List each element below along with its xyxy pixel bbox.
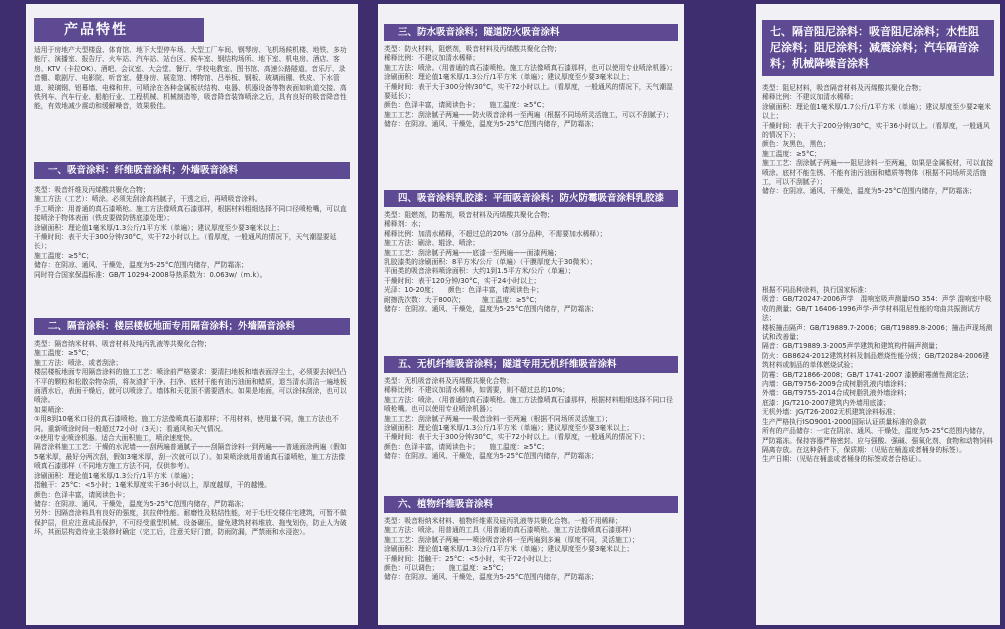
text-line: 外墙：GB/T9755-2014合成树脂乳液外墙涂料； [762,389,911,398]
text-line: 储存：在阴凉、通风、干燥处，温度为5-25°C范围内储存，严防霜冻； [34,499,248,508]
text-line: 储存：在阴凉、通风、干燥处，温度为5-25°C范围内储存，严防霜冻； [34,261,248,270]
text-line: 颜色：可以调色； 施工温度：≥5°C； [384,564,508,573]
text-line: 涂刷面积：理论值1毫米厚/1.3公斤/1平方米（单遍）；建议厚度至少要3毫米以上； [384,424,634,433]
text-line: 平面类的吸音涂料喷涂面积：大约1到1.5平方米/公斤（单遍）； [384,267,575,276]
text-line: 手工喷涂：用普通的真石漆喷枪。施工方法像喷真石漆那样，根据材料粗细选择不同口径喷枪嘴，可以直接喷涂于物体表面（铁皮要做防锈底漆处理）； [34,204,347,223]
text-line: 楼板撞击隔声：GB/T19889.7-2006；GB/T19889.8-2006；撞击声现场测试和改善量； [762,323,993,342]
section-2-title: 二、隔音涂料：楼层楼板地面专用隔音涂料；外墙隔音涂料 [34,318,350,335]
section-7-title: 七、隔音阻尼涂料：吸音阻尼涂料；水性阻尼涂料；阻尼涂料；减震涂料；汽车隔音涂料；机械降噪音涂料 [762,20,994,76]
text-line: 涂刷面积：理论值1毫米厚/1.3公斤/1平方米（单遍）；建议厚度至少要3毫米以上； [384,545,634,554]
text-line: 施工温度：≥5°C； [34,349,93,358]
text-line: 储存：在阴凉、通风、干燥处，温度为5-25°C范围内储存，严防霜冻； [384,305,598,314]
intro-section [34,18,350,112]
section-3-title: 三、防水吸音涂料；隧道防火吸音涂料 [384,24,678,41]
section-5 [384,356,678,462]
section-2 [34,318,350,538]
text-line: 干燥时间：表干120分钟/30°C，实干24小时以上； [384,276,541,285]
text-line: 颜色：色泽丰富，请阅读色卡； [34,490,130,499]
column-right [756,4,1000,625]
text-line: 干燥时间：表干大于200分钟/30°C，实干36小时以上。（看厚度，一般通风的情况下）； [762,121,990,140]
section-4-body [384,211,678,314]
text-line: 指触干：25°C：<5小时；1毫米厚度实干36小时以上，厚度越厚，干的越慢。 [34,481,271,490]
text-line: 无机外墙：JG/T26-2002无机建筑涂料标准； [762,408,900,417]
section-2-body [34,340,350,538]
intro-title: 产品特性 [34,18,204,42]
text-line: ②使用专业喷涂机器。适合大面积施工，喷涂速度快。 [34,434,197,443]
section-4-title: 四、吸音涂料乳胶漆：平面吸音涂料；防火防霉吸音涂料乳胶漆 [384,190,678,207]
text-line: 施工方法：喷涂。（用普通的真石漆喷枪。施工方法像喷真石漆那样，也可以使用专业喷涂机器）； [384,63,677,72]
text-line: 施工温度：≥5°C； [762,149,821,158]
text-line: 施工温度：≥5°C； [34,251,93,260]
section-5-body [384,377,678,462]
text-line: 隔音涂料施工工艺：干燥的水泥墙——刮两遍普通腻子——刮隔音涂料一到两遍——普通面涂两遍（假如5毫米厚，最好分两次刮，假如3毫米厚，刮一次就可以了）。如果喷涂就用普通真石漆喷枪，施工方法像喷真石漆那样（不同地方施工方法不同，仅供参考）。 [34,443,347,471]
text-line: 稀释比例：加清水稀释，不超过总的20%（部分品种，不需要加水稀释）； [384,229,607,238]
text-line: 类型：阻燃剂，防霉剂，吸音材料及丙烯酸共聚化合物； [384,211,554,219]
text-line: 根据不同品种涂料，执行国家标准： [762,286,871,294]
text-line: 储存：在阴凉、通风、干燥处，温度为5-25°C范围内储存，严防霜冻； [384,452,598,461]
text-line: 施工方法（工艺）：喷涂。必须先刮涂高档腻子，干透之后，再喷吸音涂料。 [34,195,262,204]
standards-section [762,286,994,465]
text-line: 稀释剂：水； [384,220,425,229]
section-3-body [384,45,678,130]
section-7-body [762,84,994,197]
text-line: 内墙：GB/T9756-2009合成树脂乳液内墙涂料； [762,380,911,389]
section-1-body [34,186,350,280]
text-line: 防火：GB8624-2012建筑材料及制品燃烧性能分级；GB/T20284-2006建筑材料或制品的单体燃烧试验； [762,351,990,370]
text-line: 防霉：GB/T21866-2008；GB/T 1741-2007 漆膜耐霉菌性测定法； [762,370,973,379]
text-line: 隔音：GB/T19889.3-2005声学建筑和建筑构件隔声测量； [762,342,942,351]
section-3 [384,24,678,130]
section-1 [34,162,350,280]
intro-text: 适用于房地产大型楼盘、体育馆、地下大型停车场、大型工厂车间、钢琴房、飞机场候机楼、地铁、多功能厅、演播室、报告厅、火车站、汽车站、站台区、候车室、钢结构场所、地下室、机电房、酒店、客房、KTV（卡拉OK）、酒吧、会议室、大会堂、餐厅、学校电教室、图书馆、高速公路隧道、音乐厅、录音棚、歌剧厅、电影院、听音室、健身房、展览馆、博物馆、吕举板、钢板、玻璃雨棚、铁皮、下水管道、玻璃钢、铝幕墙、电梯和井、可喷涂在各种金属板状结构、电器、机器设备等物表面如轨道交接、高铁列车、汽车行业、船舶行业、工程机械、机械制造等，吸音降音装饰喷涂之后，具有良好的吸音降音性能，有效地减少震动和缓解噪音，效果极佳。 [34,46,347,111]
text-line: 颜色：色泽丰富，请阅读色卡； 施工温度：≥5°C； [384,101,549,110]
text-line: 施工工艺：刮涂腻子两遍——防火吸音涂料一至两遍（根据不同场所灵活施工，可以不刮腻子）； [384,110,673,119]
section-6-title: 六、植物纤维吸音涂料 [384,496,678,513]
standards-body [762,286,994,465]
text-line: 楼层楼板地面专用隔音涂料的施工工艺：喷涂前严格要求：要清扫地板和墙表面浮尘土，必须要去掉凹凸不平的颗粒和松散杂物杂质，将灰渣扩干净、扫净、底材干能有油污油面和蜡质，退当清水清洁一遍地板面洒水后，表面干燥后，就可以喷涂了。墙体和天花顶不需要洒水。如果是地面，可以涂抹刮涂，也可以喷涂。 [34,368,347,405]
text-line: 生产日期：（见贴在桶盖或者桶身的标签或者合格证）。 [762,455,926,464]
text-line: 类型：无机吸音涂料及丙烯酸共聚化合物； [384,377,514,385]
text-line: 施工工艺：刮涂腻子两遍——底漆一至两遍——面漆两遍； [384,248,561,257]
text-line: 干燥时间：表干大于300分钟/30°C，实干72小时以上。（看厚度，一般通风的情况下，天气潮湿要延长）； [34,233,337,251]
text-line: 储存：在阴凉、通风、干燥处，温度为5-25°C范围内储存，严防霜冻； [762,187,976,196]
text-line: 另外：因隔音涂料具有良好的强度，抗拉伸性能、耐磨性及粘结性能，对于毛坯交楼住宅建筑，可暂不做保护层，但应注意成品保护，不可经受重型机械、设备碾压，避免建筑材料堆放、拖曳划伤，防止人为破坏，其面层构造待业主装修时确定（完工后，注意关好门窗，防雨防漏，严禁雨和水浸泡）。 [34,509,347,537]
text-line: 干燥时间：指触干：25°C：<5小时，实干72小时以上； [384,554,556,563]
text-line: 底漆：JG/T210-2007建筑内外墙用底漆； [762,398,890,407]
text-line: 颜色：色泽丰富，请阅读色卡； 施工温度：≥5°C； [384,442,549,451]
text-line: 颜色：灰黑色，黑色； [762,140,830,149]
text-line: 同时符合国家保温标准：GB/T 10294-2008导热系数为：0.063w/（m.k）。 [34,270,267,279]
text-line: 稀释比例：不建议加清水稀释； [384,54,480,63]
text-line: 类型：吸音粉纳米材料、植物纤维素及硅丙乳液等共聚化合物。一般不用稀释； [384,517,622,525]
section-7 [762,20,994,197]
text-line: 稀释比例：不建议加清水稀释，如需要，则不超过总的10%； [384,386,570,395]
text-line: 类型：隔音纳米材料、吸音材料及纯丙乳液等共聚化合物； [34,340,211,348]
text-line: 如果喷涂： [34,405,68,414]
text-line: 储存：在阴凉、通风、干燥处，温度为5-25°C范围内储存，严防霜冻； [384,120,598,129]
column-middle [378,4,684,625]
section-1-title: 一、吸音涂料：纤维吸音涂料；外墙吸音涂料 [34,162,350,179]
text-line: 干燥时间：表干大于300分钟/30°C，实干72小时以上。（看厚度，一般通风的情况下）； [384,433,649,442]
column-left [26,4,358,625]
text-line: 乳胶漆类的涂刷面积：8平方米/公斤（单遍）（干膜厚度大于30微米）； [384,258,597,267]
text-line: 施工工艺：刮涂腻子两遍——喷涂吸音涂料一至两遍到多遍（厚度不同，灵活施工）； [384,535,639,544]
text-line: 类型：吸音纤维及丙烯酸共聚化合物； [34,186,150,194]
section-4 [384,190,678,314]
text-line: 施工方法：喷涂、或者刮涂； [34,358,123,367]
text-line: 涂刷面积：理论值1毫米厚/1.3公斤/1平方米（单遍）；建议厚度至少要3毫米以上； [34,223,284,232]
text-line: 吸音：GB/T20247-2006声学 混响室吸声测量ISO 354：声学 混响室中吸收的测量；GB/T 16406-1996声学-声学材料阻尼性能的弯曲共振测试方法； [762,295,992,323]
text-line: 生产严格执行ISO9001-2000国际认证质量标准的条款 [762,417,927,426]
text-line: 光泽：10-20度； 颜色：色泽丰富，请阅读色卡； [384,286,544,295]
text-line: 施工方法：刷涂、辊涂、喷涂； [384,239,480,248]
text-line: 类型：阻尼材料，吸音隔音材料及丙烯酸共聚化合物； [762,84,926,92]
text-line: 施工方法：喷涂。用普通的工具（用普通的真石漆喷枪。施工方法像喷真石漆那样） [384,526,636,535]
text-line: 稀释比例：不建议加清水稀释； [762,93,858,102]
text-line: 耐擦洗次数：大于800次； 施工温度：≥5°C； [384,295,541,304]
section-6-body [384,517,678,583]
text-line: 干燥时间：表干大于300分钟/30°C，实干72小时以上。（看厚度，一般通风的情况下，天气潮湿要延长）； [384,82,673,101]
text-line: 施工工艺：刮涂腻子两遍——吸音涂料一至两遍（根据不同场所灵活施工）； [384,414,612,423]
section-5-title: 五、无机纤维吸音涂料；隧道专用无机纤维吸音涂料 [384,356,678,373]
section-6 [384,496,678,583]
text-line: 储存：在阴凉、通风、干燥处，温度为5-25°C范围内储存，严防霜冻； [384,573,598,582]
text-line: ①用8到10毫米口径的真石漆喷枪。施工方法像喷真石漆那样；不用材料，使用量不同，施工方法也不同。重新喷涂时间一般超过72小时（3天）；看通风和天气情况。 [34,415,339,433]
text-line: 涂刷面积：理论值1毫米厚/1.3公斤/1平方米（单遍）；建议厚度至少要3毫米以上； [384,73,634,82]
text-line: 施工工艺：刮涂腻子两遍——阻尼涂料一至两遍，如果是金属板材，可以直接喷涂。底材不能生锈、不能有油污油面和蜡质等物体（根据不同场所灵活施工，可以不刮腻子）； [762,159,994,187]
text-line: 涂刷面积：理论值1毫米厚/1.3公斤/1平方米（单遍）； [34,471,198,480]
text-line: 所有的产品储存：一定在阴凉、通风、干燥处，温度为5-25°C范围内储存，严防霜冻。保持容器严格密封。应与强酸、强碱、强氧化剂、食物和动物饲料隔离存放。在这种条件下，保质期：（见贴在桶盖或者桶身的标签）。 [762,427,994,454]
text-line: 涂刷面积：理论值1毫米厚/1.7公斤/1平方米（单遍）；建议厚度至少要2毫米以上； [762,102,991,121]
text-line: 类型：防火材料，阻燃剂，吸音材料及丙烯酸共聚化合物； [384,45,561,53]
text-line: 施工方法：喷涂。（用普通的真石漆喷枪。施工方法像喷真石漆那样，根据材料粗细选择不同口径喷枪嘴。也可以使用专业喷涂机器）； [384,395,673,414]
